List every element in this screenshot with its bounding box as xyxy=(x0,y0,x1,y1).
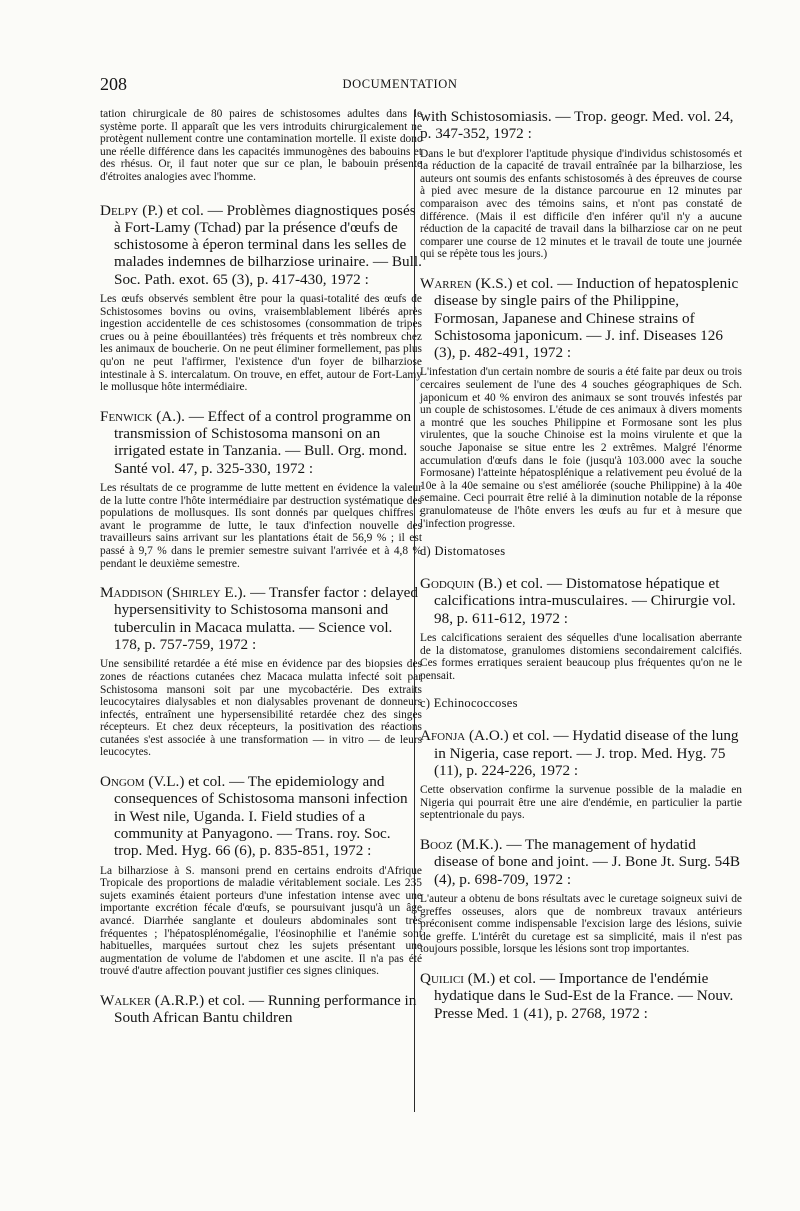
bibliography-entry xyxy=(420,970,742,1022)
left-column xyxy=(100,108,422,1041)
intro-paragraph: tation chirurgicale de 80 paires de schistosomes adultes dans le système porte. Il apparaît que les vers introduits chirurgicalement ne protègent nullement contre une contamination mortelle. Il existe donc une réelle différence dans les capacités immunogènes des babouins et des rhésus. Or, il faut noter que sur ce plan, le babouin présente d'étroites analogies avec l'homme. xyxy=(100,108,422,183)
entry-title: et col. — Distomatose hépatique et calcifications intra-musculaires. — Chirurgie vol. 98, p. 611-612, 1972 : xyxy=(434,575,736,627)
entry-title: et col. — Problèmes diagnostiques posés à Fort-Lamy (Tchad) par la présence d'œufs de schistosome à éperon terminal dans les selles de malades indemnes de bilharziose urinaire. — Bull. Soc. Path. exot. 65 (3), p. 417-430, 1972 : xyxy=(114,201,422,288)
entry-author: Ongom (V.L.) xyxy=(100,773,185,791)
entry-title: et col. — Hydatid disease of the lung in Nigeria, case report. — J. trop. Med. Hyg. 75 (11), p. 224-226, 1972 : xyxy=(434,727,739,779)
entry-title: et col. — Induction of hepatosplenic disease by single pairs of the Philippine, Formosan, Japanese and Chinese strains of Schistosoma japonicum. — J. inf. Diseases 126 (3), p. 482-491, 1972 : xyxy=(434,274,739,362)
page-header xyxy=(100,74,700,96)
page-number: 208 xyxy=(100,74,127,94)
bibliography-entry xyxy=(100,992,422,1027)
entry-citation xyxy=(420,727,742,779)
entry-abstract: Les œufs observés semblent être pour la quasi-totalité des œufs de Schistosomes bovins ou ovins, vraisemblablement libérés après ingestion accidentelle de ces schistosomes (consommation de tripes crues ou à peine ébouillantées) très fréquents et très nombreux chez les animaux de boucherie. On ne peut éliminer formellement, pas plus qu'on ne peut l'affirmer, l'existence d'un foyer de bilharziose intestinale à S. intercalatum. On trouve, en effet, autour de Fort-Lamy le mollusque hôte intermédiaire. xyxy=(100,293,422,394)
bibliography-entry xyxy=(100,584,422,759)
entry-author: Warren (K.S.) xyxy=(420,274,513,292)
entry-title: et col. — Running performance in South African Bantu children xyxy=(114,991,417,1027)
entry-title: et col. — The epidemiology and consequences of Schistosoma mansoni infection in West nile, Uganda. I. Field studies of a community at Panyagono. — Trans. roy. Soc. trop. Med. Hyg. 66 (6), p. 835-851, 1972 : xyxy=(114,773,408,860)
entry-abstract: Une sensibilité retardée a été mise en évidence par des biopsies des zones de réactions cutanées chez Macaca mulatta infecté soit par Schistosoma mansoni soit par une mycobactérie. Des extraits leucocytaires dialysables et non dialysables provenant de donneurs infectés, entraînent une hypersensibilité retardée chez des singes récepteurs. Et chez deux récepteurs, la positivation des réactions cutanées s'est associée à une transformation — in vitro — de leurs leucocytes. xyxy=(100,658,422,759)
right-entries-c xyxy=(420,727,742,1021)
bibliography-entry xyxy=(100,202,422,394)
entry-abstract: L'infestation d'un certain nombre de souris a été faite par deux ou trois cercaires seulement de l'une des 4 souches géographiques de Sch. japonicum et 40 % environ des animaux se sont trouvés infestés par un couple de schistosomes. L'étude de ces animaux à divers moments a montré que les souches Philippine et Formosane sont les plus virulentes, que la souche Chinoise est la moins virulente et que la souche Japonaise se situe entre les 2 extrêmes. Malgré l'énorme accumulation d'œufs dans le foie (jusqu'à 103.000 avec la souche Formosane) l'atteinte hépatosplénique a relativement peu évolué de la 10e à la 40e semaine ou s'est améliorée (souche Philippine) à la 40e semaine. Ceci pourrait être relié à la diminution notable de la réponse granulomateuse de l'hôte envers les œufs au fur et à mesure que l'infection progresse. xyxy=(420,366,742,530)
entry-title: — Effect of a control programme on transmission of Schistosoma mansoni on an irrigated estate in Tanzania. — Bull. Org. mond. Santé vol. 47, p. 325-330, 1972 : xyxy=(114,407,412,477)
entry-author: Delpy (P.) xyxy=(100,201,163,219)
continuation-head: with Schistosomiasis. — Trop. geogr. Med. vol. 24, p. 347-352, 1972 : xyxy=(420,108,734,143)
entry-author: Booz (M.K.). xyxy=(420,836,503,854)
bibliography-entry xyxy=(100,773,422,978)
right-entries-a xyxy=(420,275,742,530)
bibliography-entry xyxy=(420,836,742,956)
left-entries xyxy=(100,202,422,1027)
continuation-abstract: Dans le but d'explorer l'aptitude physique d'individus schistosomés et la réduction de la capacité de travail entraînée par la bilharziose, les auteurs ont soumis des enfants schistosomés à des épreuves de course à pied avec mesure de la distance parcourue en 12 minutes par comparaison avec des témoins sains, et n'ont pas constaté de différence. (Mais il est difficile d'en inférer qu'il n'y a aucune réduction de la capacité de travail dans la bilharziose car on ne peut comparer une course de 12 minutes et le travail de toute une journée qui se répète tous les jours.) xyxy=(420,147,742,261)
entry-title: — Transfer factor : delayed hypersensitivity to Schistosoma mansoni and tuberculin in Macaca mulatta. — Science vol. 178, p. 757-759, 1972 : xyxy=(114,584,419,654)
entry-citation xyxy=(420,836,742,888)
running-head: DOCUMENTATION xyxy=(342,77,458,91)
entry-abstract: Les résultats de ce programme de lutte mettent en évidence la valeur de la lutte contre l'hôte intermédiaire par destruction systématique des populations de mollusques. Ils sont donnés par quelques chiffres : avant le programme de lutte, le taux d'infection nouvelle des travailleurs sains arrivant sur les plantations était de 56,9 % ; il est passé à 9,7 % dans le premier semestre suivant l'arrivée et à 4,8 % pendant le deuxième semestre. xyxy=(100,481,422,570)
right-column xyxy=(420,108,742,1036)
bibliography-entry xyxy=(420,727,742,822)
right-entries-d xyxy=(420,575,742,682)
entry-abstract: Cette observation confirme la survenue possible de la maladie en Nigeria qui pourrait être une aire d'endémie, en particulier la partie septentrionale du pays. xyxy=(420,784,742,822)
entry-author: Godquin (B.) xyxy=(420,575,503,593)
entry-title: et col. — Importance de l'endémie hydatique dans le Sud-Est de la France. — Nouv. Presse Med. 1 (41), p. 2768, 1972 : xyxy=(434,969,734,1022)
entry-citation xyxy=(420,970,742,1022)
entry-citation xyxy=(420,275,742,361)
entry-citation xyxy=(420,575,742,627)
entry-author: Afonja (A.O.) xyxy=(420,727,509,745)
entry-author: Quilici (M.) xyxy=(420,969,496,987)
entry-abstract: Les calcifications seraient des séquelles d'une localisation aberrante de la distomatose, granulomes distomiens secondairement calcifiés. Ces formes erratiques seraient beaucoup plus fréquentes qu'on ne le pensait. xyxy=(420,632,742,682)
entry-abstract: L'auteur a obtenu de bons résultats avec le curetage soigneux suivi de greffes osseuses, alors que de nombreux travaux antérieurs préconisent comme indispensable l'excision large des lésions, suivie de greffe. L'intérêt du curetage est sa simplicité, mais il n'est pas toujours possible, lorsque les lésions sont trop importantes. xyxy=(420,892,742,956)
bibliography-entry xyxy=(420,275,742,530)
entry-author: Walker (A.R.P.) xyxy=(100,991,205,1009)
bibliography-entry xyxy=(100,408,422,570)
section-echinococcoses: c) Echinococcoses xyxy=(420,696,518,711)
entry-citation xyxy=(100,992,422,1027)
entry-title: — The management of hydatid disease of bone and joint. — J. Bone Jt. Surg. 54B (4), p. 698-709, 1972 : xyxy=(434,836,740,888)
entry-citation xyxy=(100,202,422,288)
section-distomatoses: d) Distomatoses xyxy=(420,544,506,559)
entry-citation xyxy=(100,584,422,653)
continuation-entry xyxy=(420,108,742,261)
entry-author: Maddison (Shirley E.). xyxy=(100,584,247,602)
bibliography-entry xyxy=(420,575,742,682)
entry-author: Fenwick (A.). xyxy=(100,407,185,425)
entry-abstract: La bilharziose à S. mansoni prend en certains endroits d'Afrique Tropicale des proportions de maladie véritablement sociale. Les 235 sujets examinés étaient porteurs d'une infestation intense avec une importante excrétion fécale d'œufs, se poursuivant jusqu'à un âge avancé. Diarrhée sanglante et douleurs abdominales sont très fréquentes ; l'hépatosplénomégalie, l'éosinophilie et l'anémie sont habituelles, marquées surtout chez les sujets présentant une augmentation de volume de l'abdomen et une ascite. Il n'a pas été trouvé d'autre affection pouvant justifier ces signes cliniques. xyxy=(100,864,422,978)
entry-citation xyxy=(100,408,422,477)
entry-citation xyxy=(100,773,422,859)
